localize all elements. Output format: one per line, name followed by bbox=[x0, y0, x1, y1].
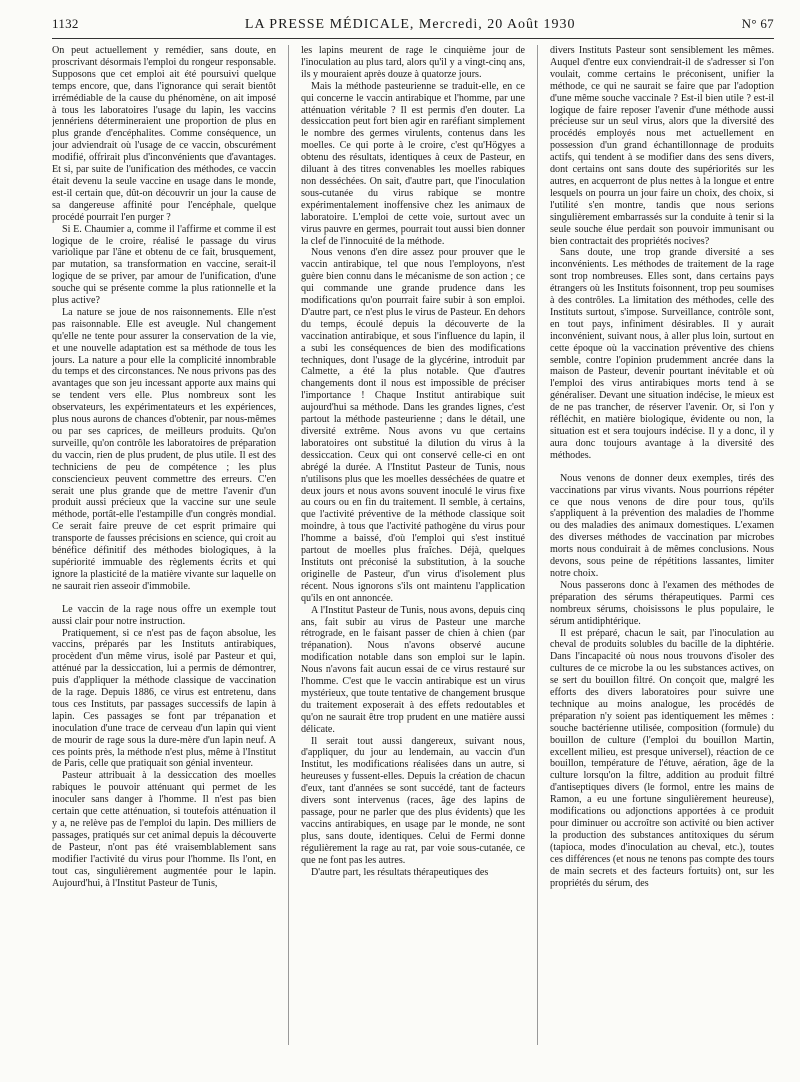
paragraph: Nous passerons donc à l'examen des méthodes de préparation des sérums thérapeutiques. Parmi ces nombreux sérums, choisissons le plus populaire, le sérum antidiphtérique. bbox=[550, 579, 774, 627]
paragraph: divers Instituts Pasteur sont sensiblement les mêmes. Auquel d'entre eux conviendrait-il de s'adresser si l'on voulait, comme certains le préconisent, unifier la méthode, ce qui ne saurait se faire que par l'adoption d'une même souche vaccinale ? Est-il bien utile ? est-il logique de faire reposer l'avenir d'une méthode aussi précieuse sur un seul virus, alors que la diversité des procédés employés nous met actuellement en possession d'un grand échantillonnage de produits actifs, qui tendent à se modifier dans des sens divers, dont certains ont sans doute des supériorités sur les autres, en acquerront de plus nettes à la longue et entre lesquels on pourra un jour faire un choix, des choix, si l'utilité s'en montre, tandis que nous serions singulièrement embarrassés sur la conduite à tenir si la seule souche élue perdait son pouvoir immunisant ou bien contractait des propriétés nocives? bbox=[550, 45, 774, 247]
paragraph: Mais la méthode pasteurienne se traduit-elle, en ce qui concerne le vaccin antirabique et l'homme, par une atténuation véritable ? Il est permis d'en douter. La dessiccation peut fort bien agir en raréfiant simplement le nombre des germes virulents, contenus dans les moelles. Ce qui porte à le croire, c'est qu'Högyes a obtenu des résultats, identiques à ceux de Pasteur, en diluant à des titres convenables les moelles rabiques non desséchées. On sait, d'autre part, que l'inoculation sous-cutanée du virus rabique se montre expérimentalement inoffensive chez les animaux de laboratoire. L'emploi de cette voie, surtout avec un virus pauvre en germes, pourrait tout aussi bien donner la clef de l'innocuité de la méthode. bbox=[301, 80, 525, 247]
page-number: 1132 bbox=[52, 16, 79, 31]
paragraph: Pasteur attribuait à la dessiccation des moelles rabiques le pouvoir atténuant qui permet de les inoculer sans danger à l'homme. Il n'est pas bien certain que cette atténuation, si toutefois atténuation il y a, ne relève pas de l'emploi du lapin. Des milliers de passages, pratiqués sur cet animal depuis la découverte de Pasteur, n'ont pas été vraisemblablement sans modifier l'activité du virus pour l'homme. Ils l'ont, en tout cas, singulièrement augmentée pour le lapin. Aujourd'hui, à l'Institut Pasteur de Tunis, bbox=[52, 770, 276, 889]
column-3 bbox=[550, 45, 774, 1045]
paragraph: Nous venons d'en dire assez pour prouver que le vaccin antirabique, tel que nous l'employons, n'est guère bien connu dans le mécanisme de son action ; ce qui commande une grande prudence dans les modifications qu'on pourrait faire subir à son emploi. D'autre part, ce n'est plus le virus de Pasteur. En dehors du temps, écoulé depuis la découverte de la vaccination antirabique, et sous l'influence du lapin, il a subi les conséquences de bien des modifications techniques, dont l'usage de la glycérine, introduit par Calmette, a été la plus notable. Que d'autres changements dont il nous est impossible de préciser l'importance ! Chaque Institut antirabique suit aujourd'hui sa méthode. Dans les grandes lignes, c'est partout la méthode pasteurienne ; dans le détail, une diversité extrême. Nous avons vu que certains laboratoires ont substitué la dilution du virus à la dessiccation. Ceux qui ont conservé celle-ci en ont abrégé la durée. A l'Institut Pasteur de Tunis, nous n'utilisons plus que les moelles desséchées de quatre et deux jours et nous avons souvent inoculé le virus fixe au cours ou en fin du traitement. Il semble, à certains, que l'activité préventive de la méthode classique soit moindre, à tous que l'activité pathogène du virus pour l'homme a baissé, d'où l'emploi qui s'est institué partout de moelles plus fraîches. Déjà, quelques Instituts ont préconisé la substitution, à la souche originelle de Pasteur, d'un virus d'isolement plus récent. Nous ignorons s'ils ont maintenu l'application qu'ils en ont annoncée. bbox=[301, 247, 525, 604]
paragraph: Sans doute, une trop grande diversité a ses inconvénients. Les méthodes de traitement de la rage sont trop nombreuses. Elles sont, dans certains pays étrangers où les Instituts foisonnent, trop peu soumises à des contrôles. La limitation des méthodes, celle des Instituts surtout, s'impose. Surveillance, contrôle sont, en tout pays, infiniment désirables. Il y aurait inconvénient, suivant nous, à aller plus loin, surtout en cette époque où la vaccination préventive des chiens semble, contre l'opinion prudemment ancrée dans la maison de Pasteur, devenir pourtant inévitable et où l'emploi des virus antirabiques morts tend à se généraliser. Devant une situation indécise, le mieux est de ne pas trancher, de réserver l'avenir. Or, si l'on y réfléchit, en matière biologique, évidente ou non, la situation est et sera toujours indécise. Il y a donc, il y aura donc toujours avantage à la diversité des méthodes. bbox=[550, 247, 774, 461]
column-divider bbox=[537, 45, 538, 1045]
paragraph: Nous venons de donner deux exemples, tirés des vaccinations par virus vivants. Nous pourrions répéter ce que nous venons de dire pour tous, qu'ils s'appliquent à la prévention des maladies de l'homme ou des maladies des animaux domestiques. L'examen des diverses méthodes de vaccination par microbes morts nous conduirait à de mêmes conclusions. Nous devons, sous peine de répétitions lassantes, limiter notre choix. bbox=[550, 472, 774, 579]
column-divider bbox=[288, 45, 289, 1045]
column-1 bbox=[52, 45, 276, 1045]
paragraph: Il serait tout aussi dangereux, suivant nous, d'appliquer, du jour au lendemain, au vaccin d'un Institut, les modifications réalisées dans un autre, si heureuses y fussent-elles. Depuis la création de chacun d'eux, tant d'années se sont succédé, tant de facteurs divers sont intervenus (races, âge des lapins de passage, pour ne parler que des plus évidents) que les vaccins antirabiques, en usage par le monde, ne sont plus, sans doute, identiques. Celui de Fermi donne régulièrement la rage au rat, par voie sous-cutanée, ce que ne font pas les autres. bbox=[301, 735, 525, 866]
text-columns bbox=[52, 45, 774, 1045]
paragraph: La nature se joue de nos raisonnements. Elle n'est pas raisonnable. Elle est aveugle. Nul changement qu'elle ne tente pour assurer la conservation de la vie, et une nouvelle adaptation est sa méthode de tous les jours. La nature a pour elle la complicité innombrable du temps et des circonstances. Ne nous privons pas des avantages que son jeu incessant apporte aux mains qui se tendent vers elle. Plus nombreux sont les observateurs, les expérimentateurs et les expériences, plus nous aurons de chances d'obtenir, par nous-mêmes ou par ses caprices, de meilleurs produits. Qu'on surveille, qu'on contrôle les laboratoires de préparation du vaccin, rien de plus prudent, de plus utile. Il est des techniciens de peu de compétence ; les plus consciencieux peuvent commettre des erreurs. C'en serait une plus grande que de mettre l'avenir d'un produit aussi précieux que la vaccine sur une seule méthode, portât-elle l'estampille d'un congrès mondial. Ce serait faire preuve de cet esprit primaire qui transporte de fausses précisions en science, qui croit au bénéfice définitif des méthodes biologiques, à la supériorité immuable des règlements écrits et qui ignore la plasticité de la matière vivante sur laquelle on ne saurait rien asseoir d'immobile. bbox=[52, 306, 276, 592]
running-header bbox=[52, 16, 774, 39]
paragraph: Si E. Chaumier a, comme il l'affirme et comme il est logique de le croire, réalisé le passage du virus variolique par l'âne et obtenu de ce fait, brusquement, par mutation, sa transformation en vaccine, serait-il logique de se priver, par amour de l'unification, d'une souche qui se présente comme la plus rationnelle et la plus active? bbox=[52, 223, 276, 307]
paragraph: Pratiquement, si ce n'est pas de façon absolue, les vaccins, préparés par les Instituts antirabiques, procèdent d'un même virus, isolé par Pasteur et qui, atténué par la dessiccation, lui a permis de démontrer, puis d'appliquer la méthode classique de vaccination de la rage. Depuis 1886, ce virus est entretenu, dans tous ces Instituts, par passages successifs de lapin à lapin. Ces passages se font par trépanation et inoculation d'une trace de cerveau d'un lapin qui vient de mourir de rage sous la dure-mère d'un lapin neuf. A ces points près, la méthode n'est plus, même à l'Institut de Paris, celle que pratiquait son génial inventeur. bbox=[52, 627, 276, 770]
issue-number: N° 67 bbox=[741, 16, 774, 31]
paragraph: A l'Institut Pasteur de Tunis, nous avons, depuis cinq ans, fait subir au virus de Pasteur une marche rétrograde, en le faisant passer de chien à chien (par trépanation). Nous n'avons observé aucune modification notable dans son emploi sur le lapin. Nous n'avons fait aucun essai de ce virus restauré sur l'homme. C'est que le vaccin antirabique est un virus mystérieux, que toute tentative de changement brusque du traitement exposerait à des effets redoutables et qu'on ne saurait être trop prudent en une matière aussi délicate. bbox=[301, 604, 525, 735]
paragraph: les lapins meurent de rage le cinquième jour de l'inoculation au plus tard, alors qu'il y a vingt-cinq ans, ils y mouraient après douze à quatorze jours. bbox=[301, 45, 525, 80]
paragraph: On peut actuellement y remédier, sans doute, en proscrivant désormais l'emploi du rongeur responsable. Supposons que cet emploi ait été poursuivi quelque temps encore, que, dans l'ignorance qui serait bientôt irrémédiable de la cause du phénomène, on ait imposé à tous les laboratoires l'usage du lapin, les vaccins jennériens détermineraient une proportion de plus en plus grande d'encéphalites. Comme conséquence, un jour adviendrait où l'usage de ce vaccin, obscurément modifié, offrirait plus d'inconvénients que d'avantages. Et si, par suite de l'unification des méthodes, ce vaccin était devenu la seule vaccine en usage dans le monde, est-il certain que, dût-on découvrir un jour la cause de sa dangereuse affinité pour l'encéphale, quelque procédé pourrait l'en purger ? bbox=[52, 45, 276, 223]
column-2 bbox=[301, 45, 525, 1045]
paragraph: Il est préparé, chacun le sait, par l'inoculation au cheval de produits solubles du bacille de la diphtérie. Dans l'incapacité où nous nous trouvons d'isoler des cultures de ce microbe la ou les substances actives, on se sert du bouillon filtré. On conçoit que, malgré les efforts des divers laboratoires pour suivre une technique au moins analogue, les procédés de préparation n'y soient pas identiquement les mêmes : souche bactérienne utilisée, composition (formule) du bouillon de culture (l'emploi du bouillon Martin, excellent milieu, est presque universel), réaction de ce bouillon, température de l'étuve, aération, âge de la culture lorsqu'on la filtre, addition au produit filtré d'antiseptiques divers (le formol, entre les mains de Ramon, a eu une fortune singulièrement heureuse), modifications ou adjonctions apportées à ce produit pour diminuer ou accroître son activité ou bien activer la production des substances antitoxiques du sérum (tapioca, modes d'inoculation au cheval, etc.), toutes ces différences (et nous ne tenons pas compte des tours de main secrets et des facteurs fortuits) ont, sur les propriétés du sérum, des bbox=[550, 627, 774, 889]
paragraph: Le vaccin de la rage nous offre un exemple tout aussi clair pour notre instruction. bbox=[52, 603, 276, 627]
journal-line: LA PRESSE MÉDICALE, Mercredi, 20 Août 1930 bbox=[244, 17, 576, 32]
paragraph: D'autre part, les résultats thérapeutiques des bbox=[311, 866, 489, 878]
